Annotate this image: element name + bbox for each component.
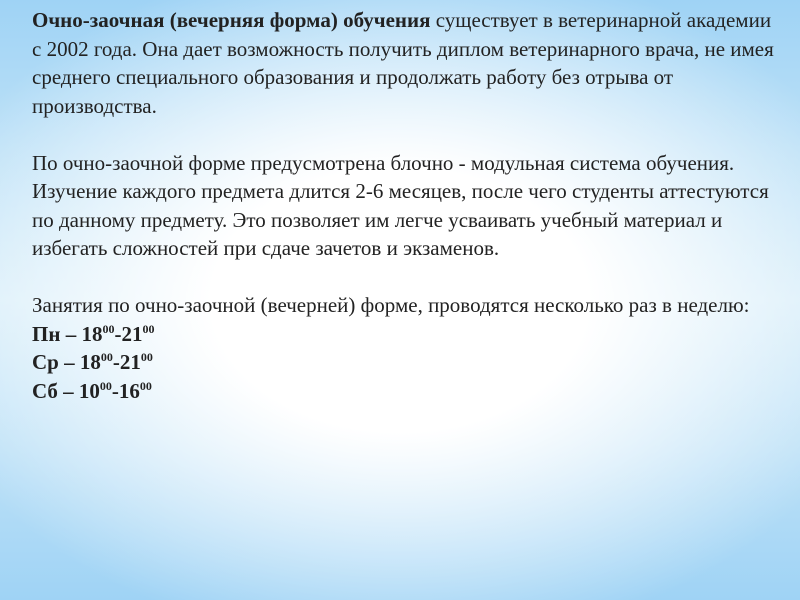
schedule-intro-paragraph: Занятия по очно-заочной (вечерней) форме, проводятся несколько раз в неделю: bbox=[32, 293, 750, 317]
schedule-start-minutes: 00 bbox=[102, 321, 115, 336]
schedule-dash: – bbox=[60, 321, 82, 346]
intro-paragraph bbox=[32, 6, 782, 120]
schedule-start-hour: 18 bbox=[81, 321, 103, 346]
schedule-end-hour: 21 bbox=[121, 321, 143, 346]
schedule-day: Пн bbox=[32, 321, 61, 346]
intro-bold-lead: Очно-заочная (вечерняя форма) обучения bbox=[32, 8, 431, 32]
schedule-dash: – bbox=[58, 350, 80, 374]
paragraph-spacer bbox=[32, 263, 782, 292]
schedule-end-minutes: 00 bbox=[140, 350, 153, 364]
schedule-dash: – bbox=[57, 378, 79, 403]
schedule-row-monday: Пн – $18^{00}-21^{00}$ bbox=[32, 321, 155, 346]
modular-system-paragraph: По очно-заочной форме предусмотрена блочно - модульная система обучения. Изучение каждого предмета длится 2-6 месяцев, после чего студенты аттестуются по данному предмету. Это позволяет им легче усваивать учебный материал и избегать сложностей при сдаче зачетов и экзаменов. bbox=[32, 150, 769, 260]
schedule-start-hour: 10 bbox=[78, 378, 100, 403]
schedule-end-hour: 16 bbox=[118, 378, 140, 403]
schedule-end-minutes: 00 bbox=[142, 321, 155, 336]
paragraph-spacer bbox=[32, 120, 782, 149]
schedule-end-hour: 21 bbox=[119, 350, 141, 374]
schedule-start-minutes: 00 bbox=[99, 378, 112, 393]
intro-text: существует в ветеринарной академии с 2002 года. Она дает возможность получить диплом ветеринарного врача, не имея среднего специального образования и продолжать работу без отрыва от производства. bbox=[32, 8, 774, 118]
schedule-end-minutes: 00 bbox=[139, 378, 152, 393]
schedule-day: Ср bbox=[32, 350, 59, 374]
schedule-row-wednesday: Ср – $18^{00}-21^{00}$ bbox=[32, 350, 153, 374]
slide-text-block bbox=[32, 6, 782, 405]
schedule-start-hour: 18 bbox=[79, 350, 101, 374]
schedule-start-minutes: 00 bbox=[100, 350, 113, 364]
schedule-day: Сб bbox=[32, 378, 58, 403]
schedule-row-saturday: Сб – $10^{00}-16^{00}$ bbox=[32, 378, 152, 403]
